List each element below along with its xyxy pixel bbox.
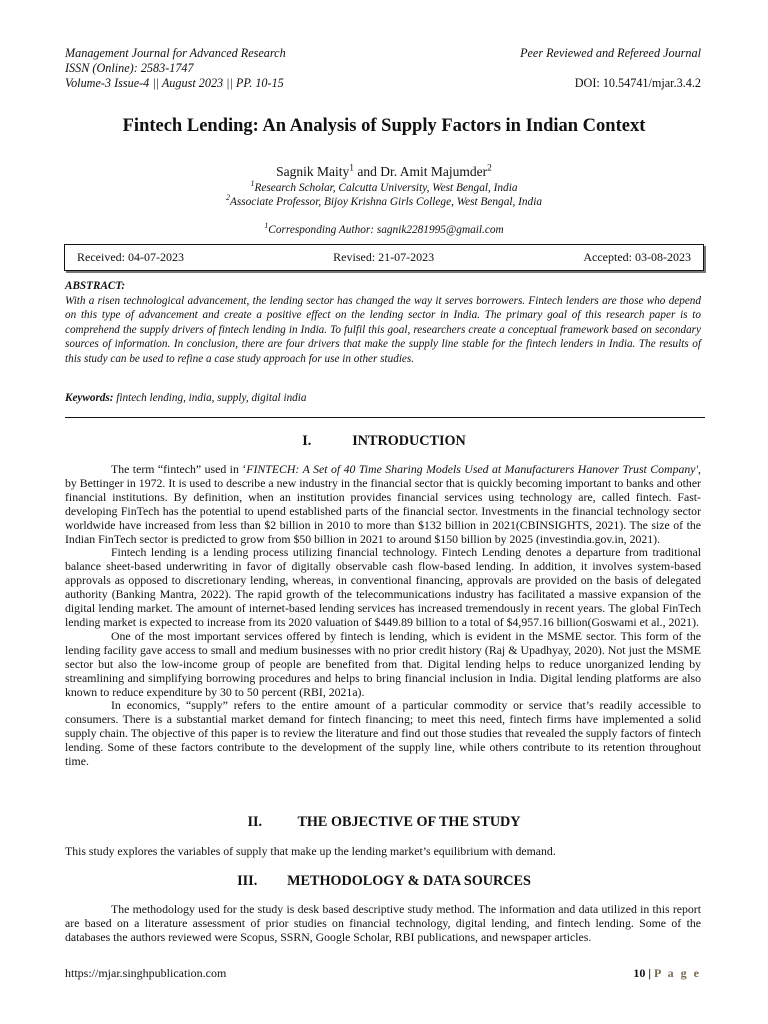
page-separator: | <box>645 966 654 980</box>
paragraph: One of the most important services offered by fintech is lending, which is evident in the MSME sector. This form of the lending facility gave access to small and medium businesses with no prior credit history (Raj & Upadhyay, 2020). Not just the MSME sector but also the low-income group of people are benefited from that. Digital lending helps to reduce unorganized lending by streamlining and simplifying borrowing procedures and helps to bring financial inclusion in India. Digital lending platforms are also known to reduce expenditure by 30 to 50 percent (RBI, 2021a). <box>65 628 701 699</box>
journal-name: Management Journal for Advanced Research <box>65 46 286 60</box>
affiliation-1-sup: 1 <box>250 179 255 189</box>
abstract-text: With a risen technological advancement, the lending sector has changed the way it serves borrowers. Fintech lenders are those who depend on this type of advancement and create a positive effect on the lending sector in India. The primary goal of this research paper is to comprehend the supply drivers of fintech lending in India. To fulfil this goal, researchers create a conceptual framework based on secondary sources of information. In conclusion, there are four drivers that make the supply line stable for the fintech lenders in India. The results of this study can be used to refine a case study approach for use in other studies. <box>65 295 701 365</box>
section-number: II. <box>247 814 263 830</box>
author-line <box>0 164 768 180</box>
abstract-label: ABSTRACT: <box>65 280 126 292</box>
page-word: P a g e <box>654 966 701 980</box>
section-title: THE OBJECTIVE OF THE STUDY <box>297 814 521 830</box>
section-heading-methodology <box>0 873 768 890</box>
footer-url[interactable]: https://mjar.singhpublication.com <box>65 966 227 980</box>
journal-header <box>65 46 701 91</box>
author-2: and Dr. Amit Majumder <box>354 164 488 179</box>
paragraph <box>65 463 701 546</box>
page-number: 10 <box>633 966 646 980</box>
corresponding-author <box>0 221 768 236</box>
section-number: I. <box>302 433 312 449</box>
accepted-date: Accepted: 03-08-2023 <box>583 250 691 264</box>
author-1-sup: 1 <box>349 163 354 174</box>
revised-date: Revised: 21-07-2023 <box>333 250 435 264</box>
issn: ISSN (Online): 2583-1747 <box>65 61 194 75</box>
author-2-sup: 2 <box>487 163 492 174</box>
dates-box <box>64 244 704 271</box>
section-number: III. <box>237 873 258 889</box>
paragraph: In economics, “supply” refers to the entire amount of a particular commodity or service that’s readily accessible to consumers. There is a substantial market demand for fintech financing; to meet this need, fintech firms have implemented a solid supply chain. The objective of this paper is to review the literature and find out those studies that revealed the supply factors of fintech lending. Some of these factors contribute to the development of the supply line, while others contribute to its retention throughout time. <box>65 698 701 769</box>
author-1: Sagnik Maity <box>276 164 350 179</box>
intro-rest: , by Bettinger in 1972. It is used to describe a new industry in the financial sector that is quickly becoming important to banks and other financial institutions. By definition, when an institution provides financial services using technology are, called fintech. Fast-developing FinTech has the potential to upend established parts of the financial sector. Investments in the financial technology sector worldwide have increased from less than $2 billion in 2010 to more than $132 billion in 2021(CBINSIGHTS, 2021). The size of the Indian FinTech sector is predicted to grow from $50 billion in 2021 to around $150 billion by 2025 (investindia.gov.in, 2021). <box>65 462 701 546</box>
received-date: Received: 04-07-2023 <box>77 250 184 264</box>
volume-info: Volume-3 Issue-4 || August 2023 || PP. 10-15 <box>65 76 284 90</box>
intro-lead: The term “fintech” used in ‘ <box>111 462 247 476</box>
corresponding-sup: 1 <box>264 221 269 231</box>
divider <box>65 417 705 418</box>
page-footer <box>65 966 701 981</box>
peer-review-label: Peer Reviewed and Refereed Journal <box>520 46 701 60</box>
keywords-label: Keywords: <box>65 392 114 404</box>
keywords <box>65 392 701 404</box>
corresponding-text: Corresponding Author: sagnik2281995@gmail.com <box>268 224 504 236</box>
affiliation-1 <box>0 179 768 194</box>
page-indicator <box>633 966 701 981</box>
affiliation-1-text: Research Scholar, Calcutta University, West Bengal, India <box>254 182 518 194</box>
doi: DOI: 10.54741/mjar.3.4.2 <box>574 76 701 90</box>
section-title: INTRODUCTION <box>352 433 466 449</box>
affiliation-2-sup: 2 <box>226 193 230 203</box>
affiliation-2-text: Associate Professor, Bijoy Krishna Girls College, West Bengal, India <box>229 196 542 208</box>
affiliation-2 <box>0 193 768 208</box>
methodology-body <box>65 903 701 945</box>
section-title: METHODOLOGY & DATA SOURCES <box>287 873 531 889</box>
paper-title: Fintech Lending: An Analysis of Supply Factors in Indian Context <box>122 116 646 136</box>
section-heading-objective <box>0 814 768 831</box>
objective-body <box>65 845 701 859</box>
paragraph: This study explores the variables of supply that make up the lending market’s equilibrium with demand. <box>65 844 556 858</box>
paragraph: The methodology used for the study is desk based descriptive study method. The information and data utilized in this report are based on a literature assessment of prior studies on financial technology, digital lending, and fintech lending. Some of the databases the authors reviewed were Scopus, SSRN, Google Scholar, RBI publications, and newspaper articles. <box>65 902 701 944</box>
section-heading-introduction <box>0 433 768 450</box>
intro-italic-title: FINTECH: A Set of 40 Time Sharing Models Used at Manufacturers Hanover Trust Company' <box>246 462 699 476</box>
paragraph: Fintech lending is a lending process utilizing financial technology. Fintech Lending denotes a departure from traditional balance sheet-based underwriting in favor of digitally observable cash flow-based lending. In addition, it involves system-based approvals as opposed to discretionary lending, whereas, in conventional financing, approvals are provided on the basis of delegated authority (Banking Mantra, 2022). The rapid growth of the telecommunications industry has facilitated a massive expansion of the digital lending market. The amount of internet-based lending services has increased tremendously in recent years. The global FinTech lending market is expected to increase from its 2020 valuation of $449.89 billion to a total of $4,957.16 billion(Goswami et al., 2021). <box>65 545 701 629</box>
keywords-text: fintech lending, india, supply, digital india <box>113 392 307 404</box>
introduction-body <box>65 463 701 769</box>
